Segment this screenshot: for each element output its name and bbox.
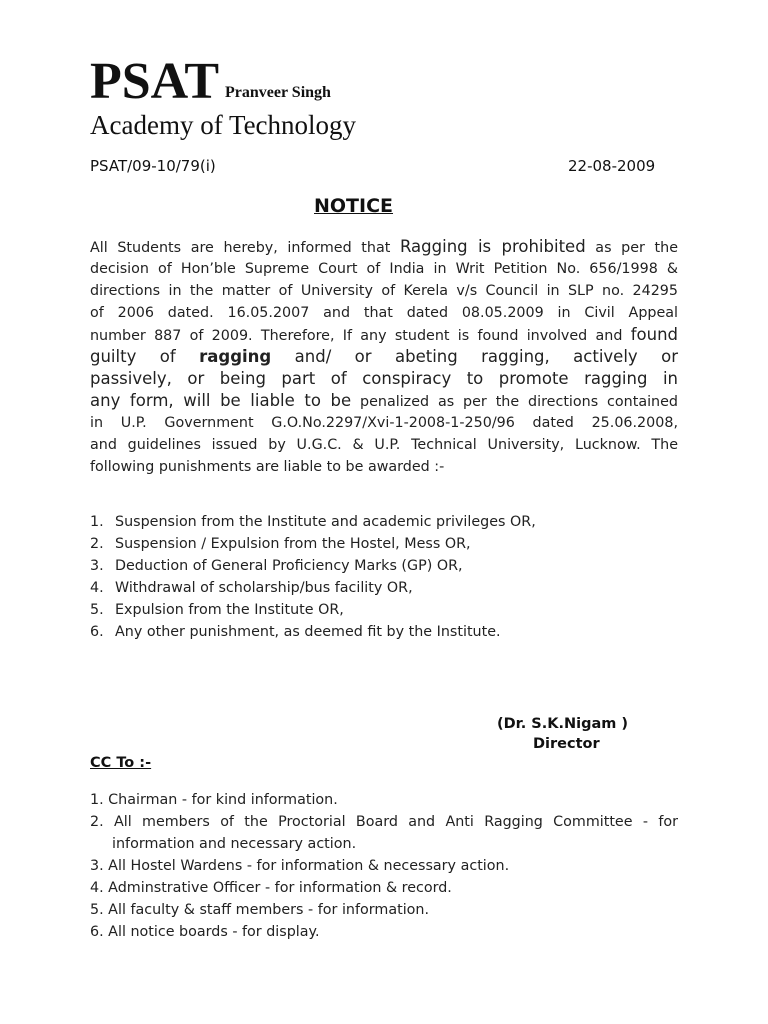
body-line: All Students are hereby, informed that Ragging is prohibited as per the — [90, 237, 678, 256]
list-item: 6. Any other punishment, as deemed fit by the Institute. — [90, 624, 501, 640]
cc-item: 4. Adminstrative Officer - for information & record. — [90, 880, 452, 896]
cc-item: 2. All members of the Proctorial Board and Anti Ragging Committee - for — [90, 814, 678, 830]
cc-item-continuation: information and necessary action. — [112, 836, 357, 852]
body-line: guilty of ragging and/ or abeting ragging, actively or — [90, 347, 678, 366]
signatory-name: (Dr. S.K.Nigam ) — [497, 716, 629, 732]
institute-name: Academy of Technology — [90, 110, 357, 140]
body-line: decision of Hon’ble Supreme Court of India in Writ Petition No. 656/1998 & — [90, 261, 678, 277]
list-item: 3. Deduction of General Proficiency Marks (GP) OR, — [90, 558, 463, 574]
body-line: of 2006 dated. 16.05.2007 and that dated 08.05.2009 in Civil Appeal — [90, 305, 678, 321]
body-line: any form, will be liable to be penalized as per the directions contained — [90, 391, 678, 410]
body-line: passively, or being part of conspiracy to promote ragging in — [90, 369, 678, 388]
punishment-list — [90, 511, 536, 643]
institute-acronym: PSAT — [90, 53, 220, 110]
cc-item: 3. All Hostel Wardens - for information & necessary action. — [90, 858, 510, 874]
list-item: 1. Suspension from the Institute and academic privileges OR, — [90, 514, 536, 530]
body-line: number 887 of 2009. Therefore, If any student is found involved and found — [90, 325, 678, 344]
cc-item: 6. All notice boards - for display. — [90, 924, 320, 940]
cc-item: 1. Chairman - for kind information. — [90, 792, 338, 808]
cc-list — [90, 789, 678, 943]
list-item: 2. Suspension / Expulsion from the Hostel, Mess OR, — [90, 536, 471, 552]
institute-founder-name: Pranveer Singh — [225, 84, 331, 101]
notice-title: NOTICE — [314, 195, 394, 217]
signatory-title: Director — [533, 736, 600, 752]
body-line: and guidelines issued by U.G.C. & U.P. Technical University, Lucknow. The — [90, 437, 678, 453]
list-item: 4. Withdrawal of scholarship/bus facility OR, — [90, 580, 413, 596]
reference-number: PSAT/09-10/79(i) — [90, 157, 216, 175]
cc-heading: CC To :- — [90, 755, 152, 771]
cc-item: 5. All faculty & staff members - for information. — [90, 902, 430, 918]
notice-body — [90, 236, 678, 478]
body-line: directions in the matter of University of Kerela v/s Council in SLP no. 24295 — [90, 283, 678, 299]
notice-date: 22-08-2009 — [568, 157, 656, 175]
body-line: in U.P. Government G.O.No.2297/Xvi-1-2008-1-250/96 dated 25.06.2008, — [90, 415, 678, 431]
list-item: 5. Expulsion from the Institute OR, — [90, 602, 344, 618]
body-line: following punishments are liable to be awarded :- — [90, 459, 445, 475]
